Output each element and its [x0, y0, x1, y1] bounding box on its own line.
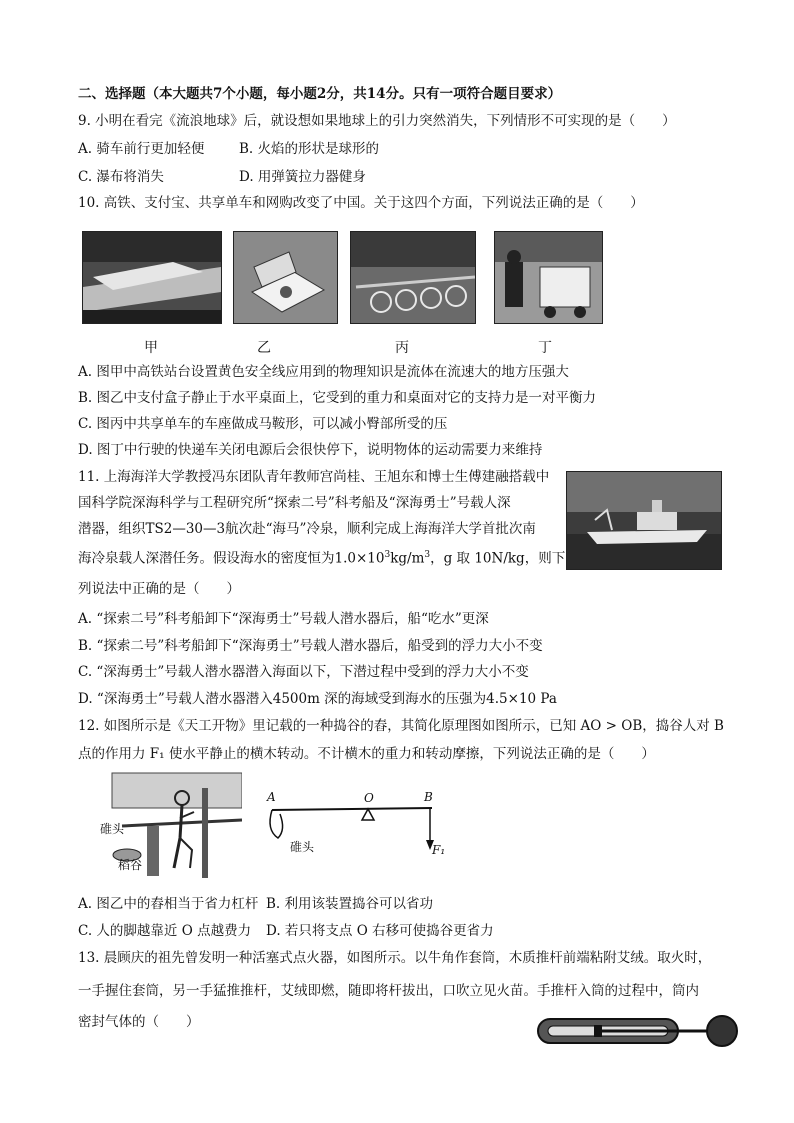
- q10-option-b: B. 图乙中支付盒子静止于水平桌面上，它受到的重力和桌面对它的支持力是一对平衡力: [78, 390, 597, 406]
- photo-jia-highspeed-rail: [82, 231, 222, 324]
- q10-option-c: C. 图丙中共享单车的车座做成马鞍形，可以减小臀部所受的压: [78, 416, 448, 432]
- q9-option-d: D. 用弹簧拉力器健身: [239, 169, 366, 185]
- q12-option-c: C. 人的脚越靠近 O 点越费力: [78, 923, 252, 939]
- figure-piston-igniter: [536, 1011, 742, 1051]
- q12-option-d: D. 若只将支点 O 右移可使捣谷更省力: [266, 923, 494, 939]
- q11-line3: 潜器，组织TS2—30—3航次赴“海马”冷泉，顺利完成上海海洋大学首批次南: [78, 521, 536, 537]
- photo-ding-delivery-vehicle: [494, 231, 603, 324]
- photo-research-ship: [566, 471, 722, 570]
- caption-ding: 丁: [538, 340, 552, 356]
- q13-line3: 密封气体的（ ）: [78, 1014, 200, 1030]
- q11-option-a: A. “探索二号”科考船卸下“深海勇士”号载人潜水器后，船“吃水”更深: [78, 611, 489, 627]
- figure-label-grain: 稻谷: [118, 858, 143, 872]
- q11-line4-exp2: 3: [424, 550, 431, 560]
- caption-yi: 乙: [257, 340, 271, 356]
- caption-bing: 丙: [395, 340, 409, 356]
- q12-line1: 12. 如图所示是《天工开物》里记载的一种捣谷的舂，其简化原理图如图所示，已知 AO > OB，捣谷人对 B: [78, 718, 724, 734]
- diagram-label-F1: F₁: [432, 843, 446, 857]
- photo-yi-payment-box: [233, 231, 338, 324]
- section-header: 二、选择题（本大题共7个小题，每小题2分，共14分。只有一项符合题目要求）: [78, 86, 562, 102]
- q10-stem: 10. 高铁、支付宝、共享单车和网购改变了中国。关于这四个方面，下列说法正确的是（ ）: [78, 195, 644, 211]
- q11-line2: 国科学院深海科学与工程研究所“探索二号”科考船及“深海勇士”号载人深: [78, 495, 511, 511]
- q11-line5: 列说法中正确的是（ ）: [78, 581, 240, 597]
- diagram-label-B: B: [424, 790, 433, 804]
- q12-option-b: B. 利用该装置捣谷可以省功: [266, 896, 434, 912]
- diagram-label-O: O: [364, 791, 374, 805]
- q12-line2: 点的作用力 F₁ 使水平静止的横木转动。不计横木的重力和转动摩擦，下列说法正确的是（ ）: [78, 746, 655, 762]
- q11-line4-a: 海冷泉载人深潜任务。假设海水的密度恒为1.0×10: [78, 550, 385, 567]
- q13-line2: 一手握住套筒，另一手猛推推杆，艾绒即燃，随即将杆拔出，口吹立见火苗。手推杆入筒的过程中，筒内: [78, 983, 699, 999]
- q9-option-c: C. 瀑布将消失: [78, 169, 164, 185]
- photo-bing-shared-bikes: [350, 231, 476, 324]
- q11-option-c: C. “深海勇士”号载人潜水器潜入海面以下，下潜过程中受到的浮力大小不变: [78, 664, 529, 680]
- q11-line1: 11. 上海海洋大学教授冯东团队青年教师宫尚桂、王旭东和博士生傅建融搭载中: [78, 469, 550, 485]
- q11-option-b: B. “探索二号”科考船卸下“深海勇士”号载人潜水器后，船受到的浮力大小不变: [78, 638, 543, 654]
- caption-jia: 甲: [144, 340, 158, 356]
- q12-option-a: A. 图乙中的舂相当于省力杠杆: [78, 896, 259, 912]
- q11-line4-exp: 3: [384, 550, 391, 560]
- q9-option-a: A. 骑车前行更加轻便: [78, 141, 205, 157]
- q11-option-d: D. “深海勇士”号载人潜水器潜入4500m 深的海域受到海水的压强为4.5×10 Pa: [78, 691, 557, 707]
- q9-option-b: B. 火焰的形状是球形的: [239, 141, 380, 157]
- diagram-label-A: A: [267, 790, 276, 804]
- diagram-label-head: 碓头: [290, 840, 315, 854]
- q13-line1: 13. 晨顾庆的祖先曾发明一种活塞式点火器，如图所示。以牛角作套筒，木质推杆前端粘附艾绒。取火时，: [78, 950, 712, 966]
- q10-option-a: A. 图甲中高铁站台设置黄色安全线应用到的物理知识是流体在流速大的地方压强大: [78, 364, 569, 380]
- q10-option-d: D. 图丁中行驶的快递车关闭电源后会很快停下，说明物体的运动需要力来维持: [78, 442, 543, 458]
- q11-line4-b: kg/m: [390, 550, 425, 567]
- q11-line4-c: ，g 取 10N/kg，则下: [430, 550, 566, 567]
- figure-label-head-left: 碓头: [100, 822, 125, 836]
- q9-stem: 9. 小明在看完《流浪地球》后，就设想如果地球上的引力突然消失，下列情形不可实现的是（ ）: [78, 113, 676, 129]
- q11-line4: [78, 545, 565, 569]
